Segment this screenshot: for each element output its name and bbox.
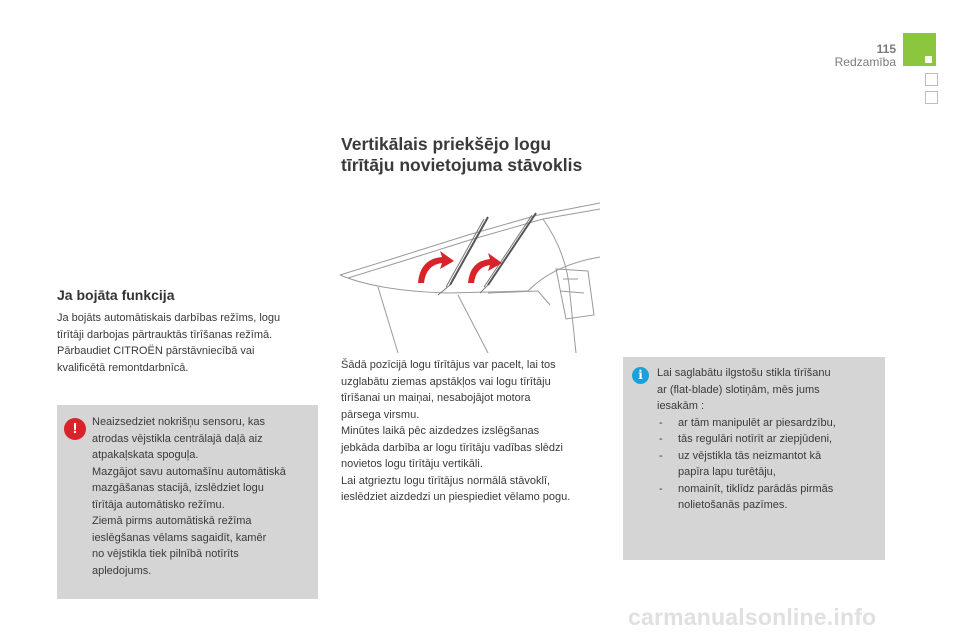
- wiper-illustration: [338, 195, 600, 353]
- main-body-text: Šādā pozīcijā logu tīrītājus var pacelt, lai tos uzglabātu ziemas apstākļos vai logu tīrītāju tīrīšanai un maiņai, nesabojājot motora pārsega virsmu. Minūtes laikā pēc aizdedzes izslēgšanas jebkāda darbība ar logu tīrītāju vadības slēdzi novietos logu tīrītāju vertikāli. Lai atgrieztu logu tīrītājus normālā stāvoklī, ieslēdziet aizdedzi un piespiediet vēlamo pogu.: [341, 359, 571, 503]
- info-text: Lai saglabātu ilgstošu stikla tīrīšanu ar (flat-blade) slotiņām, mēs jums iesakām : - ar tām manipulēt ar piesardzību, - tās regulāri notīrīt ar ziepjūdeni, - uz vējstikla tās neizmantot kā papīra lapu turētāju, - nomainīt, tiklīdz parādās pirmās nolietošanās pazīmes.: [657, 365, 883, 514]
- info-icon: i: [632, 367, 649, 384]
- watermark: carmanualsonline.info: [628, 604, 877, 630]
- page-title: Vertikālais priekšējo logu tīrītāju novietojuma stāvoklis: [341, 134, 583, 175]
- list-item: - ar tām manipulēt ar piesardzību,: [657, 415, 883, 432]
- warning-text: Neaizsedziet nokrišņu sensoru, kas atrodas vējstikla centrālajā daļā aiz atpakaļskata spoguļa. Mazgājot savu automašīnu automātiskā mazgāšanas stacijā, izslēdziet logu tīrītāja automātisko režīmu. Ziemā pirms automātiskā režīma ieslēgšanas vēlams sagaidīt, kamēr no vējstikla tiek pilnībā notīrīts apledojums.: [92, 416, 286, 577]
- section-title: Redzamība: [834, 55, 896, 69]
- exclamation-icon: !: [64, 418, 86, 440]
- fault-heading: Ja bojāta funkcija: [57, 287, 175, 303]
- list-item: - tās regulāri notīrīt ar ziepjūdeni,: [657, 431, 883, 448]
- page-number: 115: [876, 42, 896, 56]
- list-item: - nomainīt, tiklīdz parādās pirmās nolietošanās pazīmes.: [657, 481, 883, 514]
- chapter-tab-2[interactable]: [925, 73, 938, 86]
- chapter-tab-marker: [925, 56, 932, 63]
- chapter-tab-3[interactable]: [925, 91, 938, 104]
- list-item: - uz vējstikla tās neizmantot kā papīra lapu turētāju,: [657, 448, 883, 481]
- info-list: [657, 415, 883, 514]
- fault-text: Ja bojāts automātiskais darbības režīms, logu tīrītāji darbojas pārtrauktās tīrīšanas režīmā. Pārbaudiet CITROËN pārstāvniecībā vai kvalificētā remontdarbnīcā.: [57, 312, 281, 374]
